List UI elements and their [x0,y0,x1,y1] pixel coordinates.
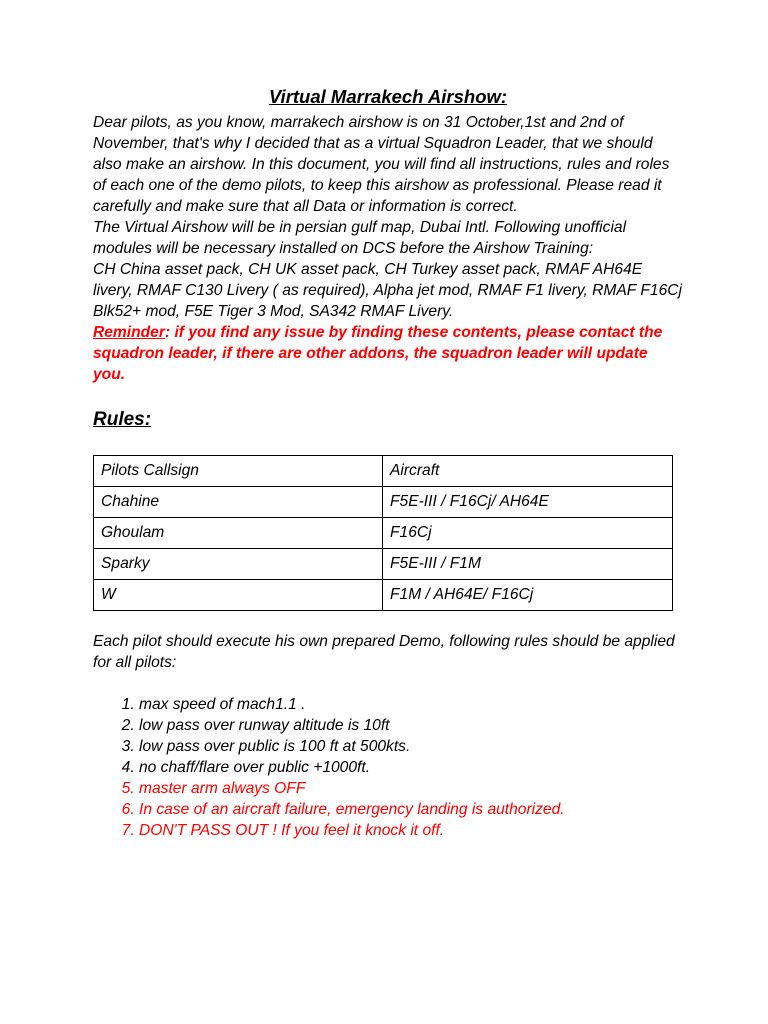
list-item: 2. low pass over runway altitude is 10ft [139,715,683,736]
reminder-text: : if you find any issue by finding these contents, please contact the squadron leader, if there are other addons, the squadron leader will update you. [93,324,663,383]
rules-list [93,694,683,841]
list-item: 1. max speed of mach1.1 . [139,694,683,715]
table-header-cell: Aircraft [383,456,673,487]
list-item: 4. no chaff/flare over public +1000ft. [139,757,683,778]
table-cell-callsign: Chahine [94,487,383,518]
table-row [94,487,673,518]
list-item: 5. master arm always OFF [139,778,683,799]
table-cell-aircraft: F5E-III / F16Cj/ AH64E [383,487,673,518]
list-item: 6. In case of an aircraft failure, emergency landing is authorized. [139,799,683,820]
reminder-paragraph [93,322,683,385]
table-cell-callsign: W [94,580,383,611]
table-header-row [94,456,673,487]
pilot-table [93,455,673,611]
modules-paragraph: CH China asset pack, CH UK asset pack, CH Turkey asset pack, RMAF AH64E livery, RMAF C130 Livery ( as required), Alpha jet mod, RMAF F1 livery, RMAF F16Cj Blk52+ mod, F5E Tiger 3 Mod, SA342 RMAF Livery. [93,261,682,320]
table-row [94,549,673,580]
document-page [93,85,683,841]
list-item: 7. DON'T PASS OUT ! If you feel it knock it off. [139,820,683,841]
rules-heading: Rules: [93,409,152,430]
table-cell-callsign: Ghoulam [94,518,383,549]
document-title: Virtual Marrakech Airshow: [268,86,508,107]
table-row [94,518,673,549]
table-cell-aircraft: F5E-III / F1M [383,549,673,580]
table-header-cell: Pilots Callsign [94,456,383,487]
table-cell-callsign: Sparky [94,549,383,580]
intro-paragraph: Dear pilots, as you know, marrakech airshow is on 31 October,1st and 2nd of November, that's why I decided that as a virtual Squadron Leader, that we should also make an airshow. In this document, you will find all instructions, rules and roles of each one of the demo pilots, to keep this airshow as professional. Please read it carefully and make sure that all Data or information is correct. [93,114,670,215]
table-row [94,580,673,611]
table-cell-aircraft: F1M / AH64E/ F16Cj [383,580,673,611]
table-cell-aircraft: F16Cj [383,518,673,549]
reminder-label: Reminder [93,324,165,341]
map-info-paragraph: The Virtual Airshow will be in persian gulf map, Dubai Intl. Following unofficial modules will be necessary installed on DCS before the Airshow Training: [93,219,627,257]
list-item: 3. low pass over public is 100 ft at 500kts. [139,736,683,757]
rules-intro-paragraph: Each pilot should execute his own prepared Demo, following rules should be applied for all pilots: [93,633,675,671]
